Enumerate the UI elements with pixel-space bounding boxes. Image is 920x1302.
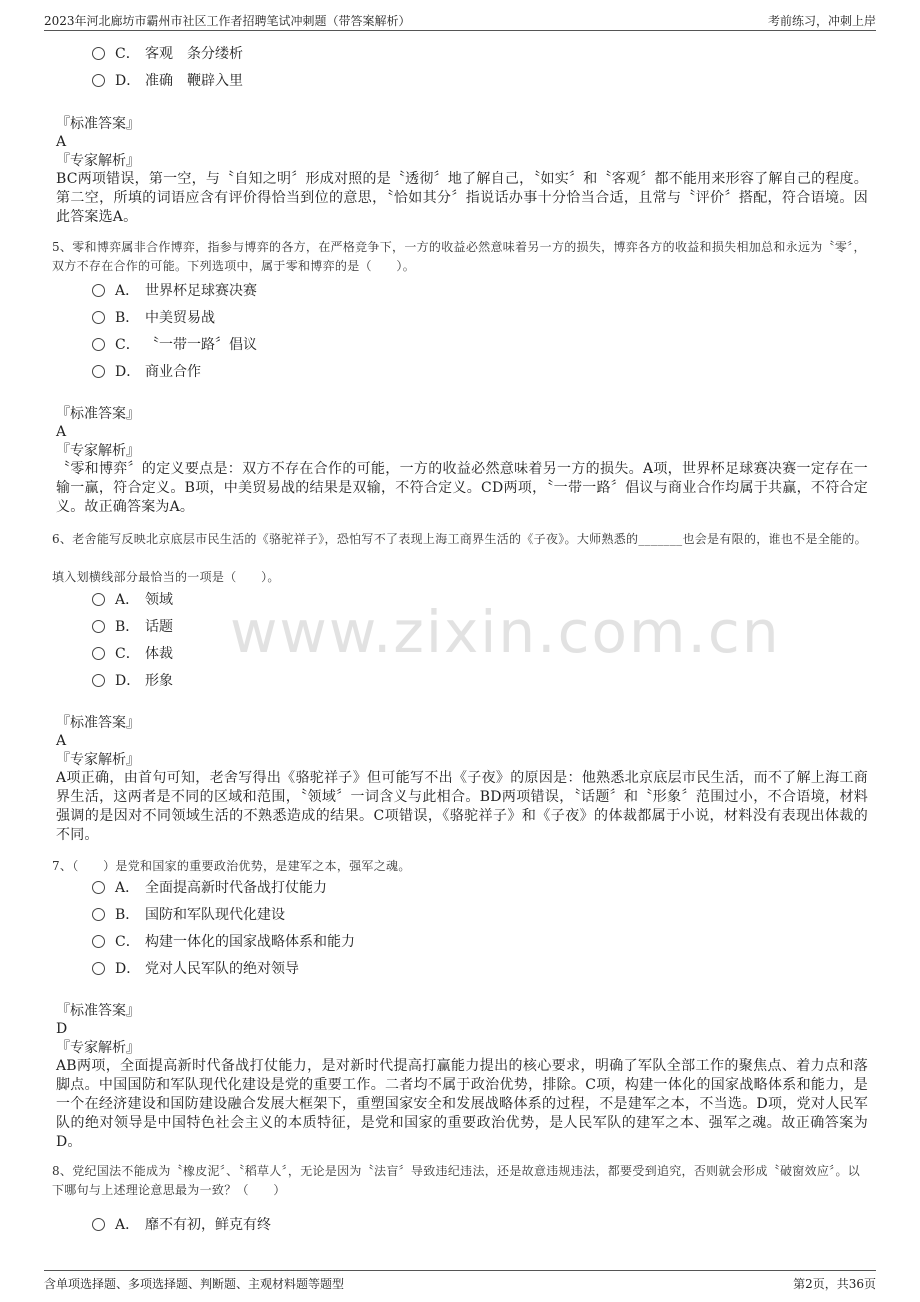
watermark: www.zixin.com.cn [230, 598, 781, 666]
option-text: 商业合作 [145, 364, 201, 380]
question-stem: 6、老舍能写反映北京底层市民生活的《骆驼祥子》，恐怕写不了表现上海工商界生活的《子夜》。大师熟悉的_______也会是有限的，谁也不是全能的。 [52, 532, 867, 546]
option-d[interactable] [92, 670, 173, 692]
option-letter: A． [115, 1217, 140, 1233]
option-c[interactable] [92, 931, 355, 953]
answer-label: 『标准答案』 [56, 406, 140, 422]
answer-value: A [56, 733, 67, 749]
footer-note: 含单项选择题、多项选择题、判断题、主观材料题等题型 [44, 1277, 345, 1291]
answer-label: 『标准答案』 [56, 116, 140, 132]
option-text: 客观 条分缕析 [145, 46, 243, 62]
analysis-text: 〝零和博弈〞的定义要点是：双方不存在合作的可能，一方的收益必然意味着另一方的损失。A项，世界杯足球赛决赛一定存在一输一赢，符合定义。B项，中美贸易战的结果是双输，不符合定义。CD两项，〝一带一路〞倡议与商业合作均属于共赢，不符合定义。故正确答案为A。 [56, 461, 868, 515]
option-a[interactable] [92, 280, 257, 302]
radio-button-icon[interactable] [92, 338, 105, 351]
option-b[interactable] [92, 307, 215, 329]
option-text: 全面提高新时代备战打仗能力 [145, 880, 327, 896]
option-text: 靡不有初，鲜克有终 [145, 1217, 271, 1233]
option-c[interactable] [92, 334, 257, 356]
option-b[interactable] [92, 616, 173, 638]
option-text: 体裁 [145, 646, 173, 662]
radio-button-icon[interactable] [92, 593, 105, 606]
page-number: 第2页，共36页 [793, 1277, 876, 1291]
option-letter: B． [115, 619, 140, 635]
option-letter: D． [115, 673, 141, 689]
question-stem: 5、零和博弈属非合作博弈，指参与博弈的各方，在严格竞争下，一方的收益必然意味着另一方的损失，博弈各方的收益和损失相加总和永远为〝零〞，双方不存在合作的可能。下列选项中，属于零和博弈的是（ ）。 [52, 240, 866, 273]
option-letter: A． [115, 592, 140, 608]
radio-button-icon[interactable] [92, 620, 105, 633]
option-text: 话题 [145, 619, 173, 635]
option-letter: D． [115, 364, 141, 380]
option-d[interactable] [92, 958, 299, 980]
option-d[interactable] [92, 361, 201, 383]
option-c[interactable] [92, 643, 173, 665]
option-letter: B． [115, 907, 140, 923]
option-text: 中美贸易战 [145, 310, 215, 326]
analysis-text: A项正确，由首句可知，老舍写得出《骆驼祥子》但可能写不出《子夜》的原因是：他熟悉北京底层市民生活，而不了解上海工商界生活，这两者是不同的区域和范围，〝领域〞一词含义与此相合。BD两项错误，〝话题〞和〝形象〞范围过小，不合语境，材料强调的是因对不同领域生活的不熟悉造成的结果。C项错误，《骆驼祥子》和《子夜》的体裁都属于小说，材料没有表现出体裁的不同。 [56, 770, 868, 843]
analysis-label: 『专家解析』 [56, 153, 140, 169]
radio-button-icon[interactable] [92, 74, 105, 87]
option-d[interactable] [92, 70, 243, 92]
radio-button-icon[interactable] [92, 674, 105, 687]
radio-button-icon[interactable] [92, 647, 105, 660]
option-letter: A． [115, 283, 140, 299]
radio-button-icon[interactable] [92, 935, 105, 948]
analysis-label: 『专家解析』 [56, 443, 140, 459]
answer-value: D [56, 1021, 68, 1037]
option-letter: D． [115, 961, 141, 977]
answer-value: A [56, 424, 67, 440]
option-letter: C． [115, 337, 140, 353]
answer-label: 『标准答案』 [56, 715, 140, 731]
option-text: 形象 [145, 673, 173, 689]
radio-button-icon[interactable] [92, 284, 105, 297]
page-header [44, 8, 876, 31]
option-letter: C． [115, 46, 140, 62]
analysis-text: BC两项错误，第一空，与〝自知之明〞形成对照的是〝透彻〞地了解自己，〝如实〞和〝客观〞都不能用来形容了解自己的程度。第二空，所填的词语应含有评价得恰当到位的意思，〝恰如其分〞指说话办事十分恰当合适，且常与〝评价〞搭配，符合语境。因此答案选A。 [56, 171, 868, 225]
option-letter: A． [115, 880, 140, 896]
page-footer [44, 1270, 876, 1295]
option-letter: C． [115, 934, 140, 950]
radio-button-icon[interactable] [92, 881, 105, 894]
option-b[interactable] [92, 904, 285, 926]
option-letter: C． [115, 646, 140, 662]
option-a[interactable] [92, 877, 327, 899]
option-a[interactable] [92, 1214, 271, 1236]
radio-button-icon[interactable] [92, 908, 105, 921]
option-letter: D． [115, 73, 141, 89]
header-slogan: 考前练习，冲刺上岸 [767, 14, 876, 28]
radio-button-icon[interactable] [92, 311, 105, 324]
answer-label: 『标准答案』 [56, 1003, 140, 1019]
document-title: 2023年河北廊坊市霸州市社区工作者招聘笔试冲刺题（带答案解析） [44, 14, 411, 28]
question-stem: 8、党纪国法不能成为〝橡皮泥〞、〝稻草人〞，无论是因为〝法盲〞导致违纪违法，还是故意违规违法，都要受到追究，否则就会形成〝破窗效应〞。以下哪句与上述理论意思最为一致？（ ） [52, 1164, 861, 1197]
analysis-label: 『专家解析』 [56, 752, 140, 768]
question-stem: 7、（ ）是党和国家的重要政治优势，是建军之本，强军之魂。 [52, 859, 411, 873]
question-instruction: 填入划横线部分最恰当的一项是（ ）。 [52, 570, 280, 584]
radio-button-icon[interactable] [92, 962, 105, 975]
option-letter: B． [115, 310, 140, 326]
option-text: 党对人民军队的绝对领导 [145, 961, 299, 977]
option-a[interactable] [92, 589, 173, 611]
option-text: 国防和军队现代化建设 [145, 907, 285, 923]
option-text: 构建一体化的国家战略体系和能力 [145, 934, 355, 950]
radio-button-icon[interactable] [92, 47, 105, 60]
analysis-text: AB两项，全面提高新时代备战打仗能力，是对新时代提高打赢能力提出的核心要求，明确了军队全部工作的聚焦点、着力点和落脚点。中国国防和军队现代化建设是党的重要工作。二者均不属于政治优势，排除。C项，构建一体化的国家战略体系和能力，是一个在经济建设和国防建设融合发展大框架下，重塑国家安全和发展战略体系的过程，不是建军之本，不当选。D项，党对人民军队的绝对领导是中国特色社会主义的本质特征，是党和国家的重要政治优势，是人民军队的建军之本、强军之魂。故正确答案为D。 [56, 1058, 868, 1150]
radio-button-icon[interactable] [92, 365, 105, 378]
option-text: 领域 [145, 592, 173, 608]
option-c[interactable] [92, 43, 243, 65]
option-text: 〝一带一路〞倡议 [145, 337, 257, 353]
option-text: 世界杯足球赛决赛 [145, 283, 257, 299]
radio-button-icon[interactable] [92, 1218, 105, 1231]
option-text: 准确 鞭辟入里 [145, 73, 243, 89]
analysis-label: 『专家解析』 [56, 1040, 140, 1056]
answer-value: A [56, 134, 67, 150]
